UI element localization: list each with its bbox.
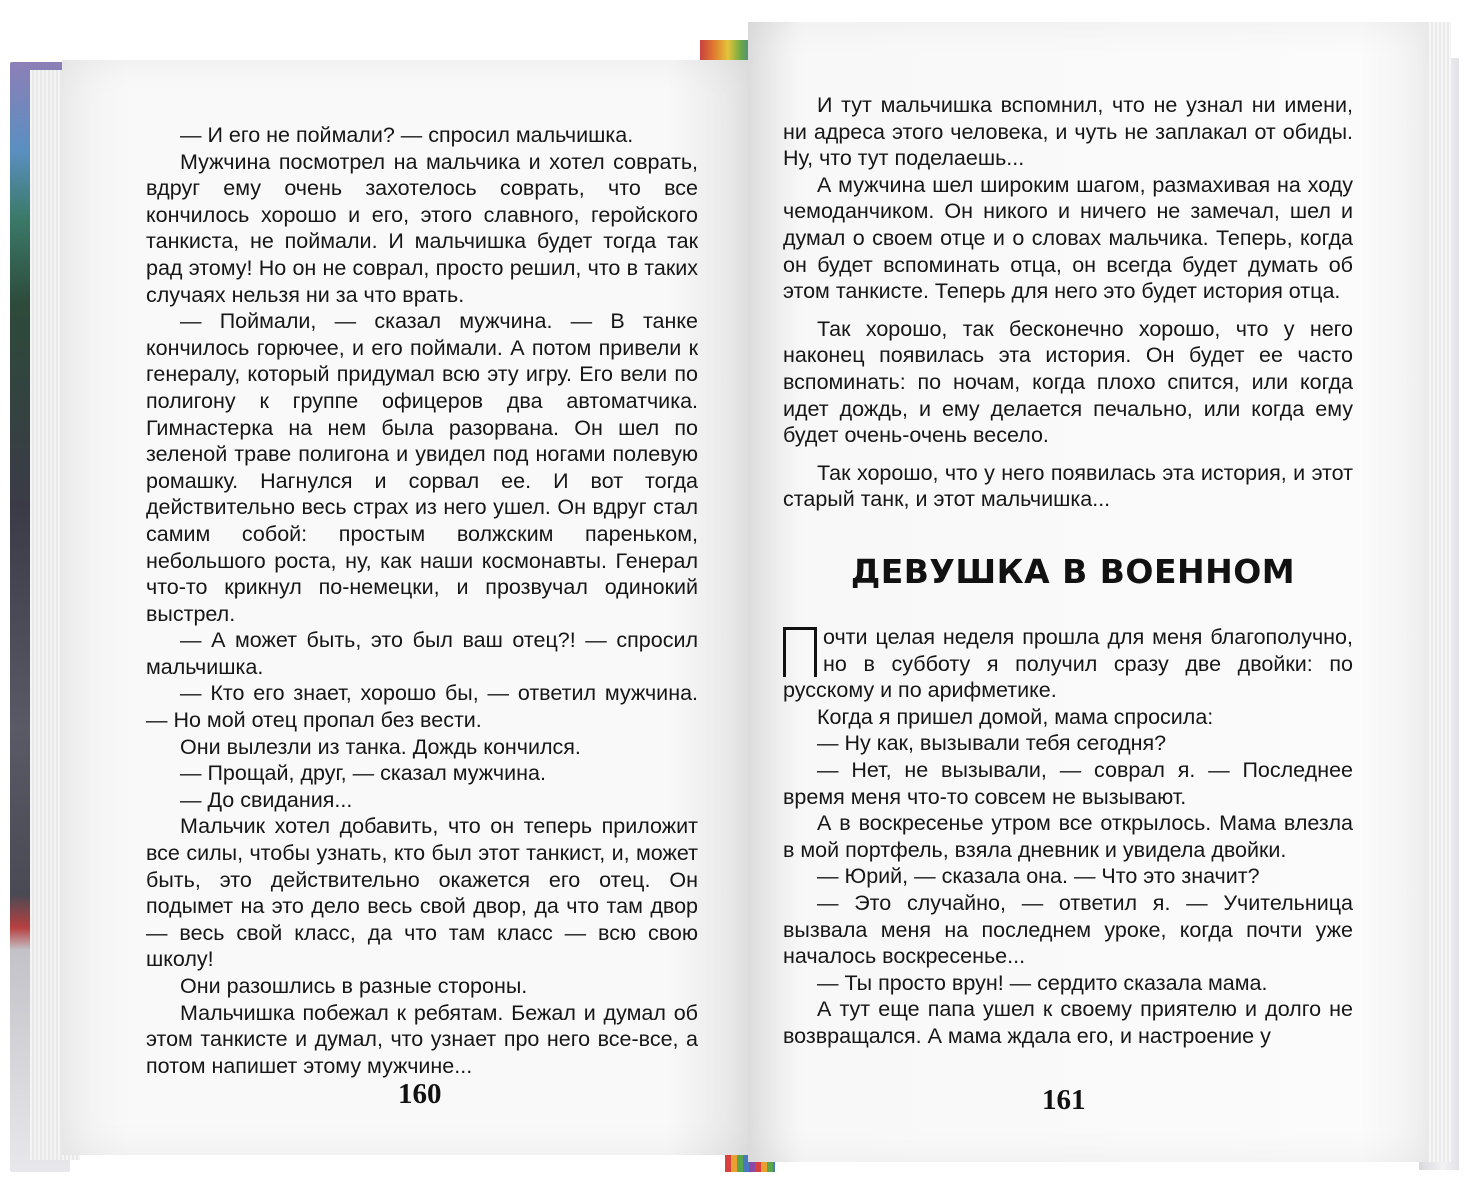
right-page (748, 22, 1428, 1162)
chapter-title: ДЕВУШКА В ВОЕННОМ (850, 552, 1296, 591)
paragraph: Так хорошо, что у него появилась эта история, и этот старый танк, и этот мальчишка... (783, 460, 1353, 512)
paragraph: — Юрий, — сказала она. — Что это значит? (817, 864, 1260, 889)
first-paragraph-text: очти целая неделя прошла для меня благополучно, но в субботу я получил сразу две двойки: по русскому и по арифметике. (783, 625, 1353, 703)
paragraph: Мальчишка побежал к ребятам. Бежал и думал об этом танкисте и думал, что узнает про него все-все, а потом напишет этому мужчине... (146, 1000, 698, 1078)
left-page-text (146, 122, 698, 1079)
paragraph: — Это случайно, — ответил я. — Учительница вызвала меня на последнем уроке, когда почти уже началось воскресенье... (783, 890, 1353, 969)
right-page-text-top (783, 92, 1353, 513)
paragraph: Мужчина посмотрел на мальчика и хотел соврать, вдруг ему очень захотелось соврать, что все кончилось хорошо и его, этого славного, геройского танкиста, не поймали. И мальчишка будет тогда так рад этому! Но он не соврал, просто решил, что в таких случаях нельзя ни за что врать. (146, 149, 698, 307)
paragraph: Когда я пришел домой, мама спросила: (817, 704, 1214, 729)
page-number-right: 161 (1042, 1084, 1086, 1116)
paragraph: — А может быть, это был ваш отец?! — спросил мальчишка. (146, 628, 698, 679)
paragraph: — Ты просто врун! — сердито сказала мама. (817, 970, 1268, 995)
paragraph: — И его не поймали? — спросил мальчишка. (180, 123, 634, 147)
paragraph: А тут еще папа ушел к своему приятелю и долго не возвращался. А мама ждала его, и настроение у (783, 997, 1353, 1048)
page-number-left: 160 (398, 1078, 442, 1110)
paragraph: Они вылезли из танка. Дождь кончился. (180, 734, 581, 759)
paragraph: — До свидания... (180, 787, 353, 812)
right-page-text-bottom (783, 624, 1353, 1050)
first-paragraph (783, 624, 1353, 704)
paragraph: Мальчик хотел добавить, что он теперь приложит все силы, чтобы узнать, кто был этот танкист, и, может быть, это действительно окажется его отец. Он подымет на это дело весь свой двор, да что там двор — весь свой класс, да что там класс — всю свою школу! (146, 814, 698, 972)
paragraph: — Нет, не вызывали, — соврал я. — Последнее время меня что-то совсем не вызывают. (783, 757, 1353, 809)
paragraph: — Поймали, — сказал мужчина. — В танке кончилось горючее, и его поймали. А потом привели к генералу, который придумал всю эту игру. Его вели по полигону к группе офицеров два автоматчика. Гимнастерка на нем была разорвана. Он шел по зеленой траве полигона и увидел под ногами полевую ромашку. Нагнулся и сорвал ее. И вот тогда действительно весь страх из него ушел. Он вдруг стал самим собой: простым волжским пареньком, небольшого роста, ну, как наши космонавты. Генерал что-то крикнул по-немецки, и прозвучал одинокий выстрел. (146, 309, 698, 626)
paragraph: А мужчина шел широким шагом, размахивая на ходу чемоданчиком. Он никого и ничего не замечал, шел и думал о своем отце и о словах мальчика. Теперь, когда он будет вспоминать отца, он всегда будет думать об этом танкисте. Теперь для него это будет история отца. (783, 172, 1353, 304)
paragraph: — Ну как, вызывали тебя сегодня? (817, 731, 1167, 756)
dropcap-letter (783, 627, 817, 677)
paragraph: Они разошлись в разные стороны. (180, 974, 528, 998)
paragraph: А в воскресенье утром все открылось. Мама влезла в мой портфель, взяла дневник и увидела двойки. (783, 811, 1353, 862)
paragraph: Так хорошо, так бесконечно хорошо, что у него наконец появилась эта история. Он будет ее часто вспоминать: по ночам, когда плохо спится, или когда идет дождь, и ему делается печально, или когда ему будет очень-очень весело. (783, 316, 1353, 448)
paragraph: И тут мальчишка вспомнил, что не узнал ни имени, ни адреса этого человека, и чуть не заплакал от обиды. Ну, что тут поделаешь... (783, 93, 1353, 171)
paragraph: — Прощай, друг, — сказал мужчина. (180, 761, 546, 786)
paragraph: — Кто его знает, хорошо бы, — ответил мужчина. — Но мой отец пропал без вести. (146, 681, 698, 733)
left-page (62, 60, 750, 1155)
